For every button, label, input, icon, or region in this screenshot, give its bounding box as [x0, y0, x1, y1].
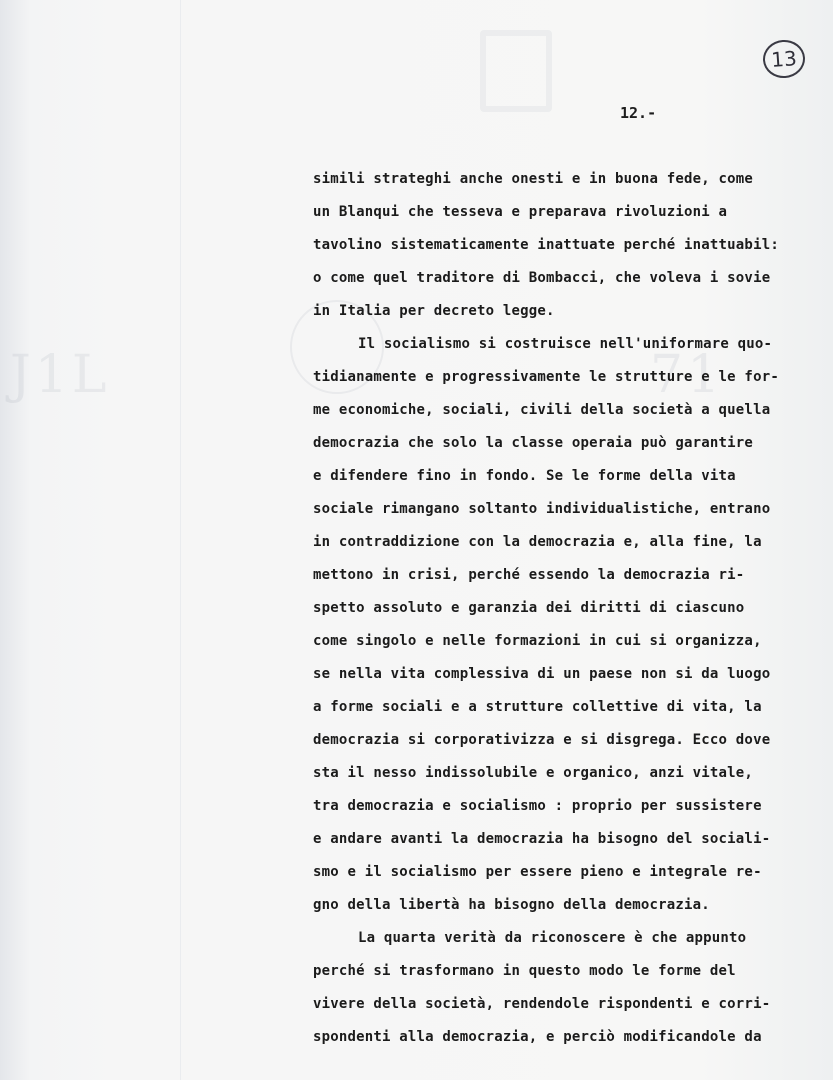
- text-line: sociale rimangano soltanto individualistiche, entrano: [313, 501, 771, 517]
- bleed-through-mark: J1L: [10, 345, 111, 405]
- paragraph-first-line: Il socialismo si costruisce nell'uniformare quo-: [358, 336, 773, 352]
- text-line: a forme sociali e a strutture collettive di vita, la: [313, 699, 762, 715]
- text-line: perché si trasformano in questo modo le forme del: [313, 963, 736, 979]
- text-line: e andare avanti la democrazia ha bisogno del sociali-: [313, 831, 771, 847]
- margin-line: [180, 0, 181, 1080]
- text-line: spetto assoluto e garanzia dei diritti di ciascuno: [313, 600, 745, 616]
- text-line: democrazia si corporativizza e si disgrega. Ecco dove: [313, 732, 771, 748]
- bleed-through-mark: 71: [650, 345, 725, 405]
- text-line: gno della libertà ha bisogno della democrazia.: [313, 897, 710, 913]
- text-line: mettono in crisi, perché essendo la democrazia ri-: [313, 567, 745, 583]
- text-line: democrazia che solo la classe operaia può garantire: [313, 435, 754, 451]
- text-line: in Italia per decreto legge.: [313, 303, 555, 319]
- text-line: spondenti alla democrazia, e perciò modificandole da: [313, 1029, 762, 1045]
- text-line: simili strateghi anche onesti e in buona fede, come: [313, 171, 754, 187]
- text-line: tidianamente e progressivamente le strutture e le for-: [313, 369, 779, 385]
- text-line: me economiche, sociali, civili della società a quella: [313, 402, 771, 418]
- text-line: vivere della società, rendendole rispondenti e corri-: [313, 996, 771, 1012]
- text-line: e difendere fino in fondo. Se le forme della vita: [313, 468, 736, 484]
- text-line: smo e il socialismo per essere pieno e integrale re-: [313, 864, 762, 880]
- text-line: se nella vita complessiva di un paese non si da luogo: [313, 666, 771, 682]
- text-line: sta il nesso indissolubile e organico, anzi vitale,: [313, 765, 754, 781]
- page-number: 12.-: [620, 104, 657, 122]
- paragraph-first-line: La quarta verità da riconoscere è che appunto: [358, 930, 747, 946]
- archive-page-stamp: 13: [762, 39, 807, 80]
- bleed-through-mark: [480, 30, 552, 112]
- text-line: tra democrazia e socialismo : proprio per sussistere: [313, 798, 762, 814]
- text-line: o come quel traditore di Bombacci, che voleva i sovie: [313, 270, 771, 286]
- text-line: un Blanqui che tesseva e preparava rivoluzioni a: [313, 204, 728, 220]
- text-line: tavolino sistematicamente inattuate perché inattuabil:: [313, 237, 779, 253]
- text-line: come singolo e nelle formazioni in cui si organizza,: [313, 633, 762, 649]
- text-line: in contraddizione con la democrazia e, alla fine, la: [313, 534, 762, 550]
